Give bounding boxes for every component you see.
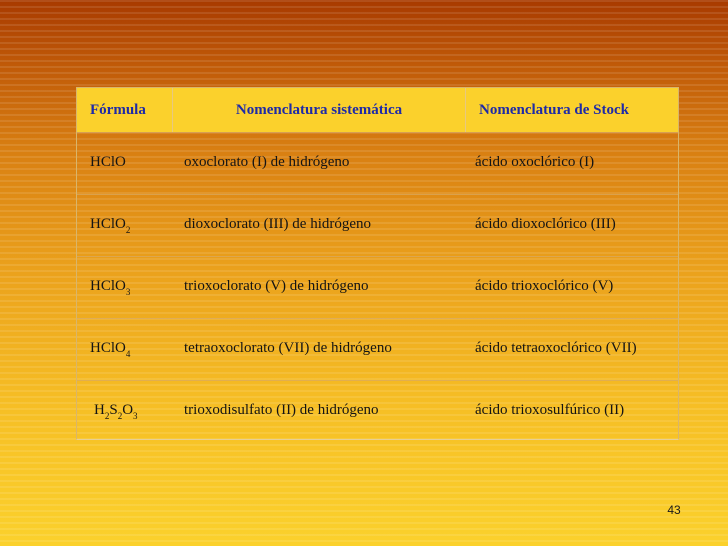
systematic-name: oxoclorato (I) de hidrógeno [184,154,350,170]
header-formula: Fórmula [90,102,146,118]
formula-symbol: HClO [90,154,126,170]
formula [90,340,130,357]
formula-subscript: 3 [125,287,131,297]
header-sistematica: Nomenclatura sistemática [235,102,403,118]
sistematica-cell [172,257,465,319]
stock-cell [465,195,678,257]
formula-subscript: 2 [104,411,110,421]
table-row [77,132,678,195]
formula-subscript: 2 [125,225,131,235]
formula-symbol: HClO [90,216,126,232]
formula-symbol: O [122,402,134,418]
formula [90,278,130,295]
formula-symbol: S [109,402,118,418]
formula-symbol: HClO [90,340,126,356]
header-stock: Nomenclatura de Stock [479,102,629,118]
stock-cell [465,257,678,319]
formula-cell [77,195,172,257]
formula-cell [77,133,172,195]
formula-subscript: 2 [117,411,123,421]
formula-subscript: 4 [125,349,131,359]
page-number: 43 [667,503,681,517]
nomenclature-table [76,87,679,440]
header-cell-formula [77,88,172,132]
stock-name: ácido dioxoclórico (III) [475,216,616,232]
stock-cell [465,381,678,440]
formula-symbol: HClO [90,278,126,294]
formula-symbol: H [94,402,105,418]
stock-cell [465,133,678,195]
systematic-name: trioxoclorato (V) de hidrógeno [184,278,369,294]
formula [94,402,138,419]
table-row [77,318,678,381]
table-header-row [77,88,678,132]
stock-name: ácido trioxoclórico (V) [475,278,614,294]
formula [90,154,126,171]
stock-name: ácido oxoclórico (I) [475,154,595,170]
formula-cell [77,381,172,440]
formula-subscript: 3 [133,411,138,421]
formula [90,216,130,233]
formula-cell [77,257,172,319]
table-row [77,256,678,319]
sistematica-cell [172,319,465,381]
stock-cell [465,319,678,381]
systematic-name: dioxoclorato (III) de hidrógeno [184,216,372,232]
header-cell-sistematica [172,88,465,132]
sistematica-cell [172,133,465,195]
stock-name: ácido tetraoxoclórico (VII) [475,340,637,356]
sistematica-cell [172,195,465,257]
systematic-name: trioxodisulfato (II) de hidrógeno [184,402,379,418]
sistematica-cell [172,381,465,440]
stock-name: ácido trioxosulfúrico (II) [475,402,625,418]
table-row [77,194,678,257]
formula-cell [77,319,172,381]
table-row [77,380,678,440]
header-cell-stock [465,88,678,132]
systematic-name: tetraoxoclorato (VII) de hidrógeno [184,340,392,356]
